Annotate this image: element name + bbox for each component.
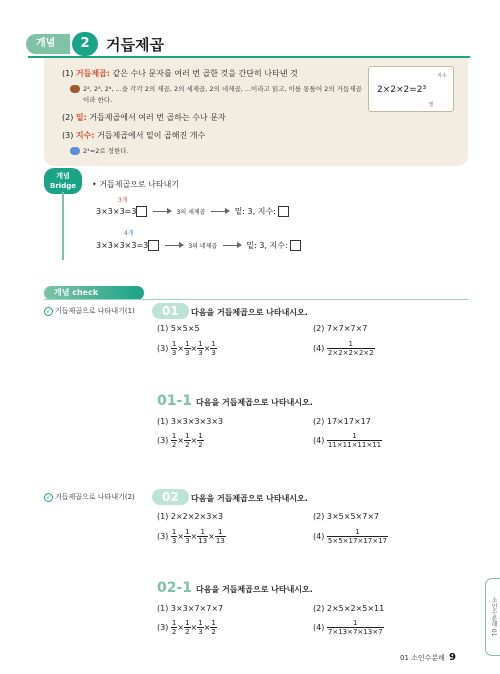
problem-01-1-4 [313,432,382,449]
bridge-example-1 [96,206,289,217]
concept-item-1 [62,68,298,79]
bridge-tag-line1: 개념 [56,172,70,180]
fraction: $\frac{1}{2}$ [171,619,177,636]
page-title: 거듭제곱 [106,36,164,54]
problem-02-2: (2) 3×5×5×7×7 [313,512,380,521]
count-label-1: 3개 [118,197,128,204]
fraction: $\frac{1}{7\times 13\times 7\times 13\times 7}$ [327,619,383,636]
page-footer [400,652,456,663]
problem-label: (3) [157,436,169,445]
arrow-icon [211,211,229,212]
problem-number-02: 02 [152,489,189,505]
page-number: 9 [448,652,456,663]
side-label-text: 거듭제곱으로 나타내기(2) [55,493,135,501]
problem-02-1: (1) 2×2×2×3×3 [157,512,224,521]
bridge-tag-line2: Bridge [50,182,76,190]
fraction: $\frac{1}{3}$ [171,528,177,545]
fraction: $\frac{1}{2}$ [211,619,216,636]
arrow-icon [165,245,183,246]
example-result: 3의 네제곱 [188,243,218,250]
problem-02-3: (3) $\frac{1}{3}$ × $\frac{1}{3}$ × $\frac{1}{13}$ × $\frac{1}{13}$ [157,528,225,545]
example-expression: 3×3×3=3 [96,207,137,216]
item-text: 같은 수나 문자를 여러 번 곱한 것을 간단히 나타낸 것 [110,69,298,78]
example-answer: 밑: 3, 지수: [234,207,276,216]
problem-number-02-1: 02-1 [157,580,193,596]
fraction: $\frac{1}{2}$ [171,432,177,449]
concept-note-3 [70,146,129,155]
note-icon [70,147,80,155]
fraction: $\frac{1}{3}$ [198,340,203,357]
item-text: 거듭제곱에서 여러 번 곱하는 수나 문자 [86,113,226,122]
instruction: 다음을 거듭제곱으로 나타내시오. [196,585,313,594]
problem-label: (3) [157,532,169,541]
fraction: $\frac{1}{2}$ [185,619,190,636]
bridge-example-2 [96,240,301,251]
answer-box[interactable] [290,240,301,251]
problem-01-1-1: (1) 3×3×3×3×3 [157,417,224,426]
problem-01-4 [313,340,375,357]
problem-label: (4) [313,344,325,353]
instruction: 다음을 거듭제곱으로 나타내시오. [191,308,308,317]
equation-box [368,66,454,112]
problem-01-1-3: (3) $\frac{1}{2}$ × $\frac{1}{2}$ × $\frac{1}{2}$ [157,432,203,449]
note-text: 2², 2³, 2⁴, ...을 각각 2의 제곱, 2의 세제곱, 2의 네제곱, ...이라고 읽고, 이를 통틀어 2의 거듭제곱 [83,85,362,93]
arrow-icon [223,245,241,246]
problem-label: (4) [313,623,325,632]
problem-02-1-1: (1) 3×3×7×7×7 [157,604,224,613]
problem-01-1-2: (2) 17×17×17 [313,417,371,426]
note-icon [70,85,80,93]
fraction: $\frac{1}{2}$ [185,432,190,449]
problem-label: (3) [157,344,169,353]
problem-02-1-3: (3) $\frac{1}{2}$ × $\frac{1}{2}$ × $\frac{1}{3}$ × $\frac{1}{2}$ [157,619,216,636]
fraction: $\frac{1}{11\times 11\times 11\times 11}$ [327,432,382,449]
answer-box[interactable] [148,240,159,251]
example-expression: 3×3×3×3=3 [96,241,149,250]
answer-box[interactable] [136,206,147,217]
fraction: $\frac{1}{3}$ [185,528,190,545]
problem-number-01: 01 [152,303,189,319]
side-label-1 [44,306,135,316]
footer-chapter: 01 소인수분해 [400,654,445,662]
concept-note-1b: 이라 한다. [83,96,113,104]
concept-note-1 [70,84,362,93]
concept-number: 2 [72,32,98,56]
instruction: 다음을 거듭제곱으로 나타내시오. [196,398,313,407]
fraction: $\frac{1}{5\times 5\times 17\times 17\times 17}$ [327,528,387,545]
keyword-exponent: 지수: [75,131,95,140]
fraction: $\frac{1}{3}$ [211,340,216,357]
concept-tag: 개념 [26,34,70,54]
example-answer: 밑: 3, 지수: [246,241,288,250]
item-prefix: (2) [62,113,76,122]
instruction: 다음을 거듭제곱으로 나타내시오. [191,494,308,503]
check-tag: 개념 check [44,286,144,300]
problem-01-2: (2) 7×7×7×7 [313,324,368,333]
problem-02-4 [313,528,388,545]
keyword-power: 거듭제곱: [75,69,110,78]
item-prefix: (1) [62,69,76,78]
fraction: $\frac{1}{13}$ [215,528,225,545]
concept-item-3 [62,130,205,141]
base-label: 밑 [429,102,434,108]
exponent-label: 지수 [437,73,447,79]
bridge-heading: • 거듭제곱으로 나타내기 [92,180,180,189]
side-label-text: 거듭제곱으로 나타내기(1) [55,307,135,315]
side-label-2 [44,492,135,502]
check-divider [44,299,468,300]
arrow-icon [153,211,171,212]
problem-label: (4) [313,436,325,445]
fraction: $\frac{1}{2\times 2\times 2\times 2\times 2}$ [327,340,374,357]
keyword-base: 밑: [75,113,87,122]
bridge-tag [44,168,82,194]
problem-01-3: (3) $\frac{1}{3}$ × $\frac{1}{3}$ × $\frac{1}{3}$ × $\frac{1}{3}$ [157,340,216,357]
problem-02-1-2: (2) 2×5×2×5×11 [313,604,385,613]
problem-01-1: (1) 5×5×5 [157,324,200,333]
note-text: 2¹=2로 정한다. [83,147,129,155]
problem-number-01-1: 01-1 [157,393,193,409]
example-result: 3의 세제곱 [176,209,206,216]
fraction: $\frac{1}{3}$ [185,340,190,357]
equation: 2×2×2=2³ [377,85,427,95]
fraction: $\frac{1}{13}$ [198,528,208,545]
concept-item-2 [62,112,226,123]
fraction: $\frac{1}{2}$ [198,432,203,449]
problem-02-1-4 [313,619,384,636]
item-prefix: (3) [62,131,76,140]
fraction: $\frac{1}{3}$ [198,619,203,636]
item-text: 거듭제곱에서 밑이 곱해진 개수 [94,131,206,140]
check-icon: ✓ [45,307,52,315]
fraction: $\frac{1}{3}$ [171,340,177,357]
problem-label: (4) [313,532,325,541]
check-icon: ✓ [45,493,52,501]
answer-box[interactable] [278,206,289,217]
count-label-2: 4개 [124,230,134,237]
problem-label: (3) [157,623,169,632]
chapter-side-tab[interactable]: 소인수분해 01 [485,578,500,656]
bridge-rail [62,192,64,260]
